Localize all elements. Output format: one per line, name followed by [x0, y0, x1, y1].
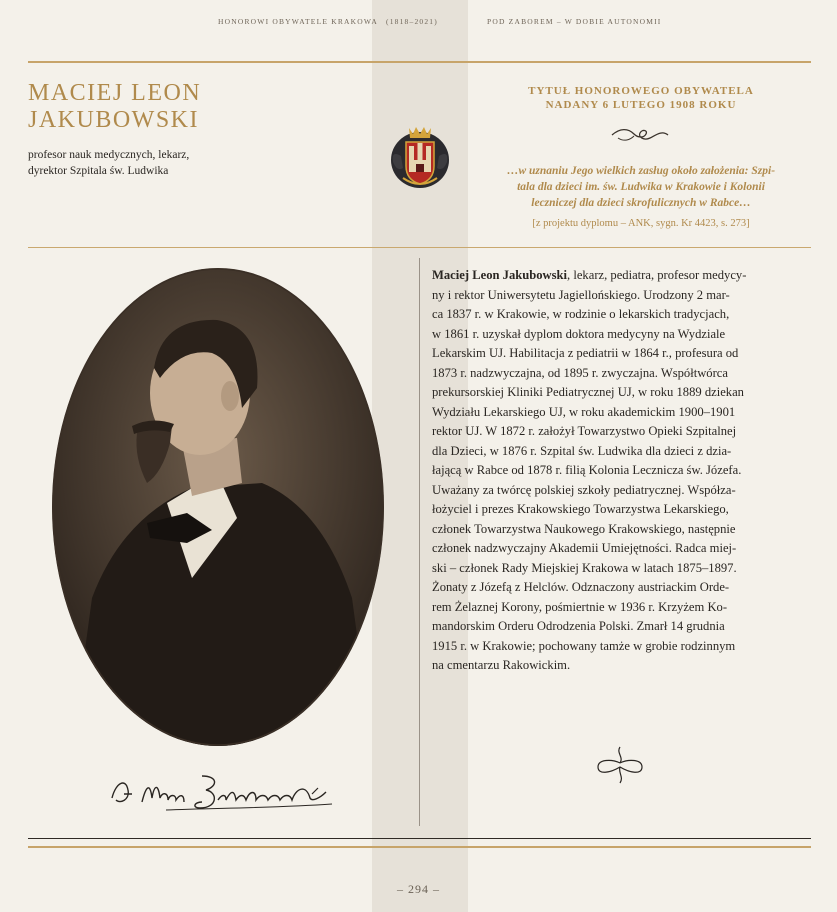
quote-line-1: …w uznaniu Jego wielkich zasług około założenia: Szpi- — [506, 165, 776, 177]
person-name — [28, 80, 338, 134]
flourish-ornament-icon — [610, 126, 670, 144]
person-name-line2: JAKUBOWSKI — [28, 107, 199, 133]
bio-line: prekursorskiej Kliniki Pediatrycznej UJ, w roku 1889 dziekan — [432, 385, 744, 399]
handwritten-signature — [106, 768, 346, 818]
honor-quote — [478, 163, 804, 211]
honor-title-line2: NADANY 6 LUTEGO 1908 ROKU — [545, 99, 737, 111]
bio-line: członek nadzwyczajny Akademii Umiejętności. Radca miej- — [432, 541, 737, 555]
bio-line: ski – członek Rady Miejskiej Krakowa w latach 1875–1897. — [432, 560, 737, 575]
honor-title — [478, 84, 804, 112]
end-flourish-icon — [594, 745, 646, 785]
bio-line: członek Towarzystwa Naukowego Krakowskiego, następnie — [432, 521, 736, 536]
bio-line: łożyciel i prezes Krakowskiego Towarzystwa Lekarskiego, — [432, 502, 729, 516]
column-divider — [419, 258, 420, 826]
portrait-photo — [52, 268, 384, 746]
person-subtitle — [28, 147, 348, 179]
running-head-middle: (1818–2021) — [386, 17, 438, 26]
quote-line-3: leczniczej dla dzieci skrofulicznych w Rabce… — [531, 197, 751, 209]
subtitle-line2: dyrektor Szpitala św. Ludwika — [28, 165, 169, 177]
bio-line: dla Dzieci, w 1876 r. Szpital św. Ludwika dla dzieci z dzia- — [432, 443, 732, 458]
bio-line: Lekarskim UJ. Habilitacja z pediatrii w 1864 r., profesura od — [432, 346, 739, 360]
bio-line-1 — [432, 266, 810, 286]
person-name-line1: MACIEJ LEON — [28, 80, 202, 106]
bio-line: Uważany za twórcę polskiej szkoły pediatrycznej. Współza- — [432, 482, 736, 497]
bio-lead-name: Maciej Leon Jakubowski — [432, 268, 568, 282]
honor-title-line1: TYTUŁ HONOROWEGO OBYWATELA — [528, 85, 754, 97]
bio-line-1-rest: , lekarz, pediatra, profesor medycy- — [567, 268, 747, 282]
bio-line: rektor UJ. W 1872 r. założył Towarzystwo Opieki Szpitalnej — [432, 424, 737, 438]
bio-line: w 1861 r. uzyskał dyplom doktora medycyny na Wydziale — [432, 326, 726, 341]
page-number: – 294 – — [397, 882, 440, 896]
bottom-rule-gold — [28, 846, 811, 848]
bio-line: 1873 r. nadzwyczajna, od 1895 r. zwyczajna. Współtwórca — [432, 365, 728, 380]
bio-line: ca 1837 r. w Krakowie, w rodzinie o lekarskich tradycjach, — [432, 307, 730, 321]
quote-line-2: tala dla dzieci im. św. Ludwika w Krakowie i Kolonii — [517, 181, 765, 193]
running-head-left: HONOROWI OBYWATELE KRAKOWA — [218, 17, 378, 26]
running-head — [0, 17, 837, 31]
bio-line: 1915 r. w Krakowie; pochowany tamże w grobie rodzinnym — [432, 638, 736, 653]
krakow-coat-of-arms-icon — [389, 122, 451, 190]
bio-line: ny i rektor Uniwersytetu Jagiellońskiego. Urodzony 2 mar- — [432, 287, 730, 302]
bio-line: rem Żelaznej Korony, pośmiertnie w 1936 r. Krzyżem Ko- — [432, 599, 728, 614]
section-divider-rule — [28, 247, 811, 248]
running-head-right: POD ZABOREM – W DOBIE AUTONOMII — [487, 17, 662, 26]
bottom-rule-dark — [28, 838, 811, 839]
bio-line: Żonaty z Józefą z Helclów. Odznaczony austriackim Orde- — [432, 580, 730, 594]
bio-line: mandorskim Orderu Odrodzenia Polski. Zmarł 14 grudnia — [432, 619, 725, 633]
bio-line: na cmentarzu Rakowickim. — [432, 658, 571, 672]
top-gold-rule — [28, 61, 811, 63]
bio-line: łającą w Rabce od 1878 r. filią Kolonia Lecznicza św. Józefa. — [432, 463, 742, 477]
quote-source: [z projektu dyplomu – ANK, sygn. Kr 4423, s. 273] — [532, 218, 750, 229]
subtitle-line1: profesor nauk medycznych, lekarz, — [28, 149, 190, 161]
biography-text — [432, 266, 810, 676]
bio-line: Wydziału Lekarskiego UJ, w roku akademickim 1900–1901 — [432, 404, 736, 419]
